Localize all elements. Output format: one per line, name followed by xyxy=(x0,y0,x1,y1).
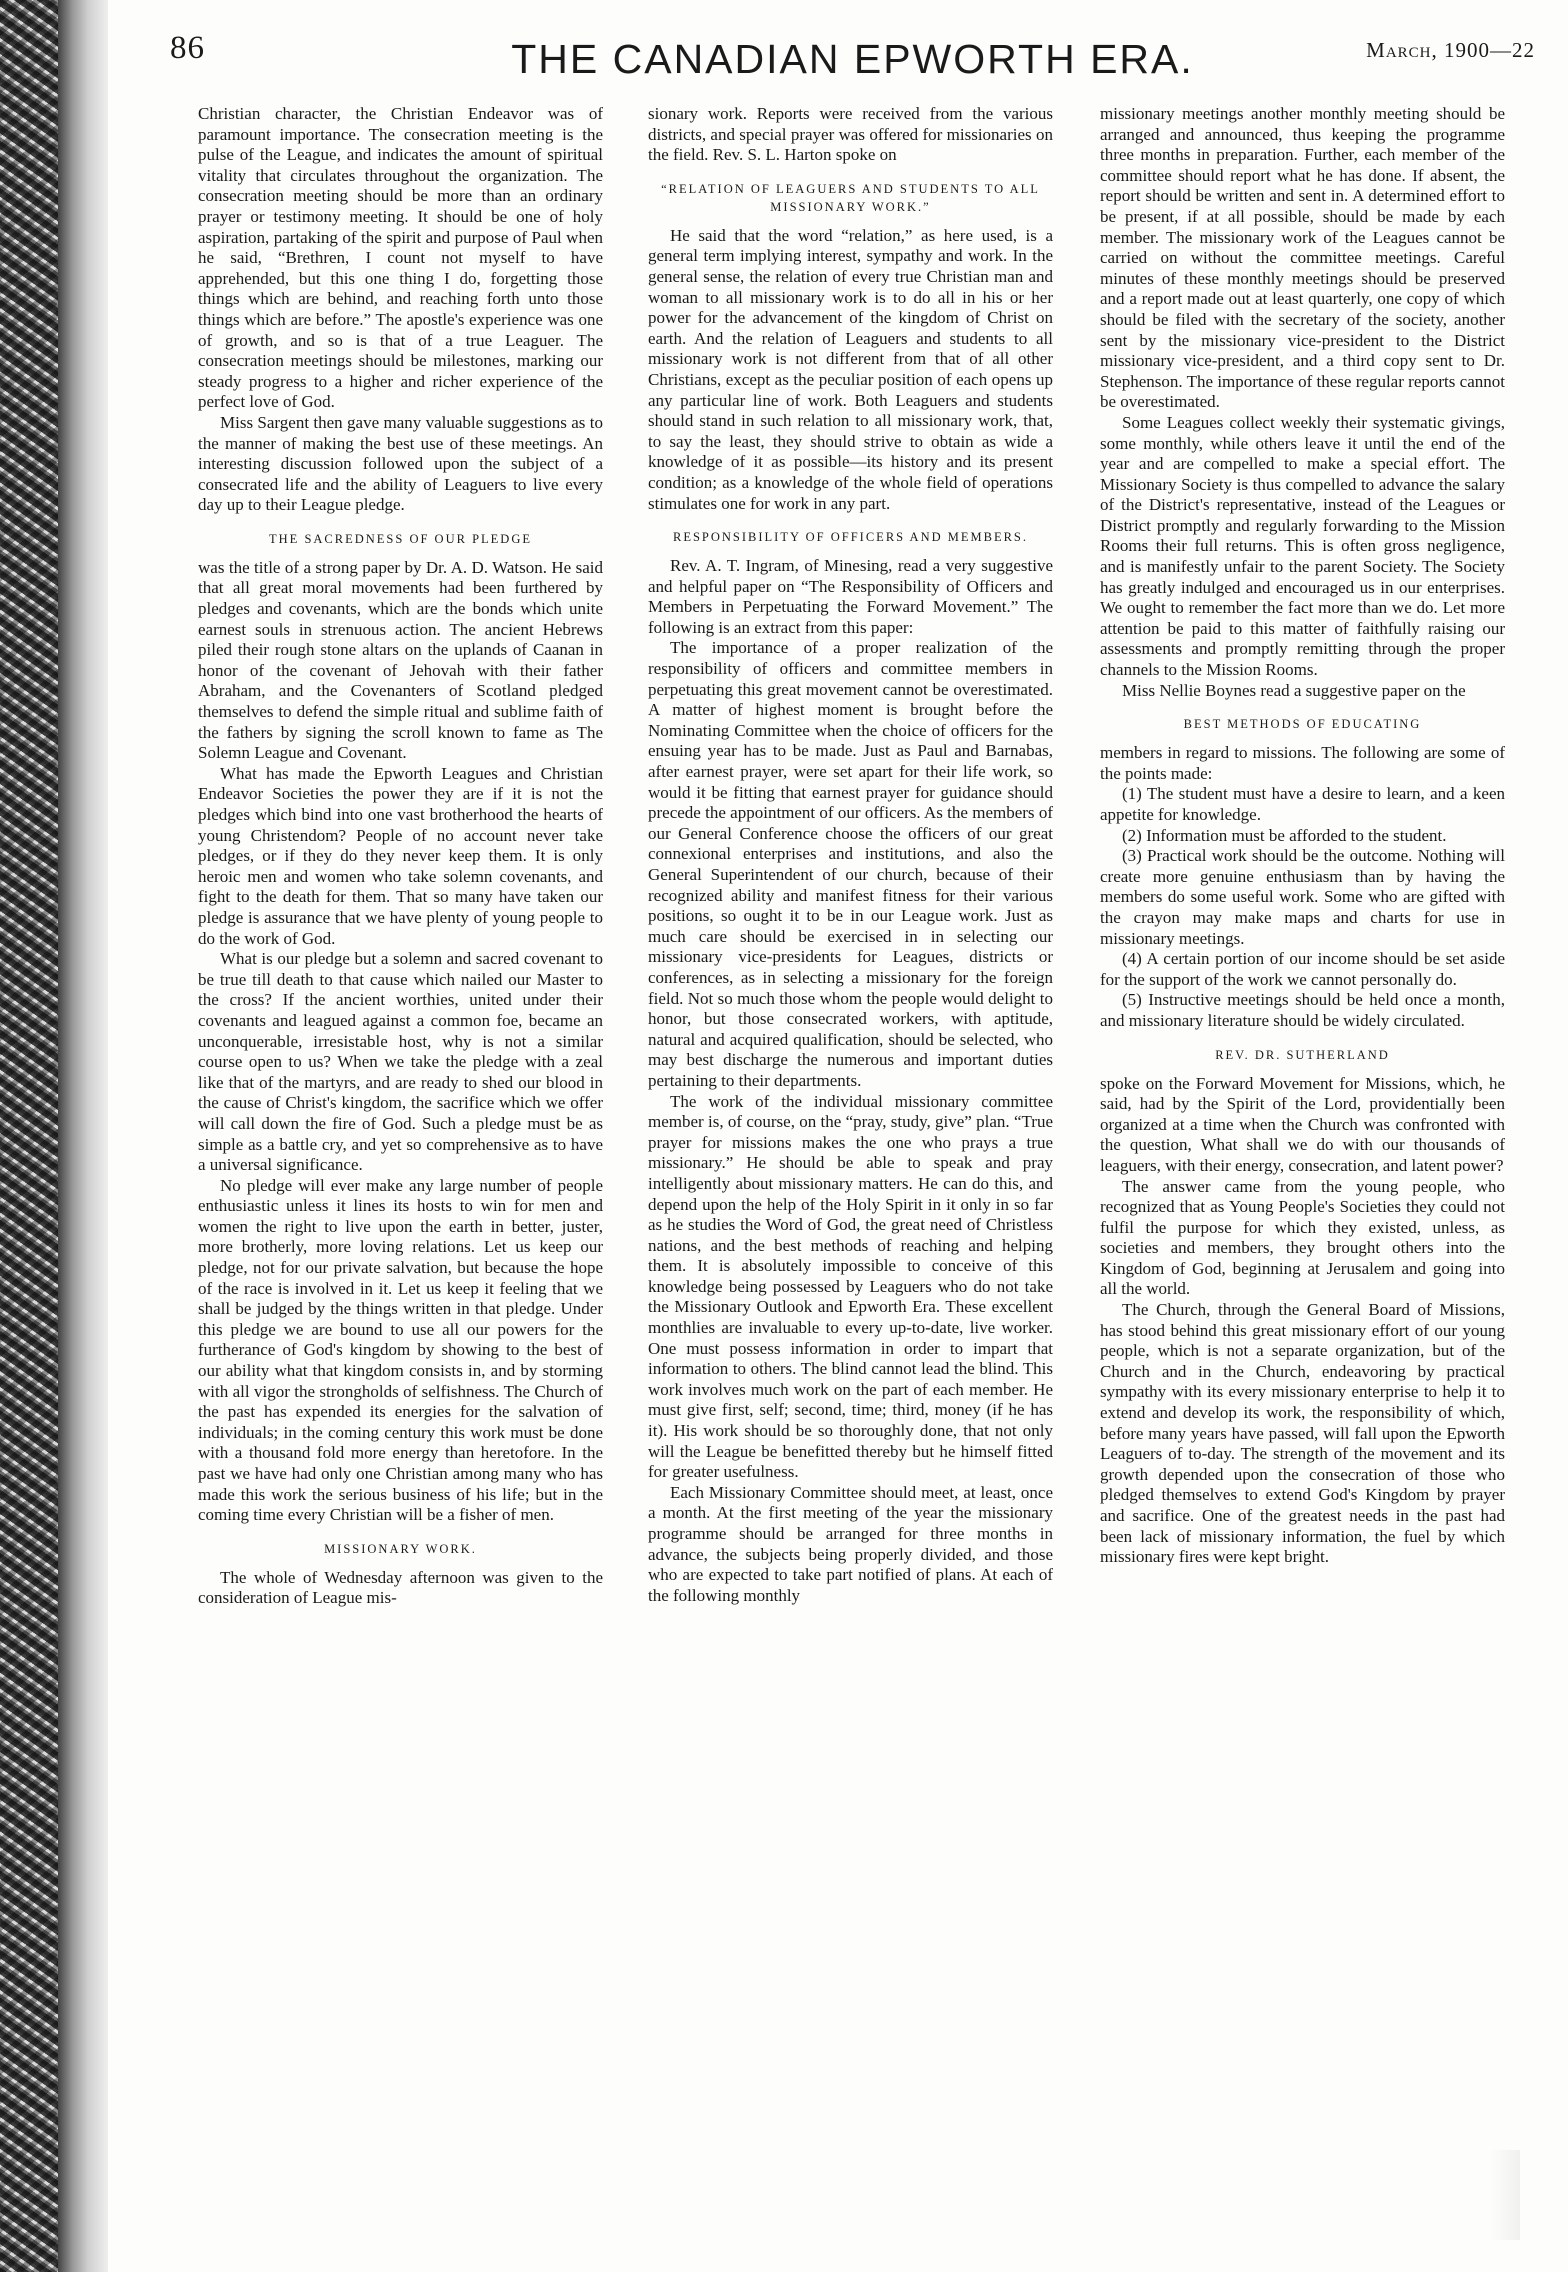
paragraph: The Church, through the General Board of Missions, has stood behind this great missionary effort of our young people, which is not a separate organization, but of the Church and in the Church, endeavoring by practical sympathy with its every missionary enterprise to help it to extend and develop its work, the responsibility of which, before many years have passed, will fall upon the Epworth Leaguers of to-day. The strength of the movement and its growth depended upon the consecration of those who pledged themselves to extend God's Kingdom by prayer and sacrifice. One of the greatest needs in the past had been lack of missionary information, the fuel by which missionary fires were kept bright. xyxy=(1100,1300,1505,1567)
column-1 xyxy=(198,104,603,2254)
paragraph: Christian character, the Christian Endeavor was of paramount importance. The consecration meeting is the pulse of the League, and indicates the amount of spiritual vitality that circulates throughout the organization. The consecration meeting should be more than an ordinary prayer or testimony meeting. It should be one of holy aspiration, partaking of the spirit and purpose of Paul when he said, “Brethren, I count not myself to have apprehended, but this one thing I do, forgetting those things which are behind, and reaching forth unto those things which are before.” The apostle's experience was one of growth, and so is that of a true Leaguer. The consecration meetings should be milestones, marking our steady progress to a higher and richer experience of the perfect love of God. xyxy=(198,104,603,412)
list-item: (1) The student must have a desire to learn, and a keen appetite for knowledge. xyxy=(1100,784,1505,824)
section-heading-sutherland: REV. DR. SUTHERLAND xyxy=(1215,1047,1390,1062)
list-item: (4) A certain portion of our income should be set aside for the support of the work we cannot personally do. xyxy=(1100,949,1505,989)
paragraph: What is our pledge but a solemn and sacred covenant to be true till death to that cause which nailed our Master to the cross? If the ancient worthies, united under their covenants and leagued against a common foe, became an unconquerable, irresistable host, why is not a similar course open to us? When we take the pledge with a zeal like that of the martyrs, and are ready to shed our blood in the cause of Christ's kingdom, the sacrifice which we offer will call down the fire of God. Such a pledge must be as simple as a battle cry, and yet so comprehensive as to have a universal significance. xyxy=(198,949,603,1175)
page-curl-shadow xyxy=(1490,2150,1520,2240)
list-item: (3) Practical work should be the outcome. Nothing will create more genuine enthusiasm than by having the members do some useful work. Some who are gifted with the crayon may make maps and charts for use in missionary meetings. xyxy=(1100,846,1505,948)
paragraph: The importance of a proper realization of the responsibility of officers and committee members in perpetuating this great movement cannot be overestimated. A matter of highest moment is brought before the Nominating Committee when the choice of officers for the ensuing year has to be made. Just as Paul and Barnabas, after earnest prayer, were set apart for their life work, so would it be fitting that earnest prayer for guidance should precede the appointment of our officers. As the members of our General Conference choose the officers of our great connexional enterprises and institutions, and also the General Superintendent of our church, because of their recognized ability and manifest fitness for their various positions, so ought it to be in our League work. Just as much care should be exercised in in selecting our missionary vice-presidents for Leagues, districts or conferences, as in selecting a missionary for the foreign field. Not so much those whom the people would delight to honor, but those consecrated workers, with aptitude, natural and acquired qualification, should be selected, who may best discharge the numerous and important duties pertaining to their departments. xyxy=(648,638,1053,1090)
paragraph: sionary work. Reports were received from the various districts, and special prayer was offered for missionaries on the field. Rev. S. L. Harton spoke on xyxy=(648,104,1053,165)
section-heading-responsibility: RESPONSIBILITY OF OFFICERS AND MEMBERS. xyxy=(672,530,1029,545)
issue-date: March, 1900—22 xyxy=(1366,38,1535,62)
paragraph: What has made the Epworth Leagues and Christian Endeavor Societies the power they are if it is not the pledges which bind into one vast brotherhood the hearts of young Christendom? People of no account never take pledges, or if they do they never keep them. It is only heroic men and women who take solemn covenants, and fight to the death for them. That so many have taken our pledge is assurance that we have plenty of young people to do the work of God. xyxy=(198,763,603,948)
paragraph: spoke on the Forward Movement for Missions, which, he said, had by the Spirit of the Lord, providentially been organized at a time when the Church was confronted with the question, What shall we do with our thousands of leaguers, with their energy, consecration, and latent power? xyxy=(1100,1073,1505,1175)
paragraph: No pledge will ever make any large number of people enthusiastic unless it lines its hosts to win for men and women the right to live upon the earth in better, juster, more brotherly, more loving relations. Let us keep our pledge, not for our private salvation, but because the hope of the race is involved in it. Let us keep it feeling that we shall be judged by the things written in that pledge. Under this pledge we are bound to use all our powers for the furtherance of God's kingdom by showing to the best of our ability what that kingdom consists in, and by storming with all vigor the strongholds of selfishness. The Church of the past has expended its energies for the salvation of individuals; in the coming century this work must be done with a thousand fold more energy than heretofore. In the past we have had only one Christian among many who has made this work the serious business of his life; but in the coming time every Christian will be a fisher of men. xyxy=(198,1175,603,1525)
paragraph: Each Missionary Committee should meet, at least, once a month. At the first meeting of the year the missionary programme should be arranged for three months in advance, the subjects being properly divided, and those who are expected to take part notified of plans. At each of the following monthly xyxy=(648,1482,1053,1605)
section-heading-missionary-work: MISSIONARY WORK. xyxy=(324,1541,477,1556)
paragraph: The whole of Wednesday afternoon was given to the consideration of League mis- xyxy=(198,1567,603,1608)
paragraph: He said that the word “relation,” as here used, is a general term implying interest, sympathy and work. In the general sense, the relation of every true Christian man and woman to all missionary work is to do all in his or her power for the advancement of the kingdom of Christ on earth. And the relation of Leaguers and students to all missionary work is not different from that of all other Christians, except as the peculiar position of each opens up any particular line of work. Both Leaguers and students should stand in such relation to all missionary work, that, to say the least, they should strive to obtain as wide a knowledge of it as possible—its history and its present condition; as a knowledge of the whole field of operations stimulates one for work in any part. xyxy=(648,225,1053,513)
page-number: 86 xyxy=(170,30,205,66)
paragraph: missionary meetings another monthly meeting should be arranged and announced, thus keeping the programme three months in preparation. Further, each member of the committee should report what he has done. If absent, the report should be written and sent in. A determined effort to be present, if at all possible, should be made by each member. The missionary work of the Leagues cannot be carried on without the committee meetings. Careful minutes of these monthly meetings should be preserved and a report made out at least quarterly, one copy of which should be filed with the secretary of the society, another sent by the missionary vice-president to the District missionary vice-president, and a third copy sent to Dr. Stephenson. The importance of these regular reports cannot be overestimated. xyxy=(1100,104,1505,412)
section-heading-relation: “RELATION OF LEAGUERS AND STUDENTS TO ALL MISSIONARY WORK.” xyxy=(661,181,1040,214)
paragraph: Miss Nellie Boynes read a suggestive paper on the xyxy=(1122,680,1466,700)
paragraph: was the title of a strong paper by Dr. A. D. Watson. He said that all great moral movements had been furthered by pledges and covenants, which are the bonds which unite earnest souls in strenuous action. The ancient Hebrews piled their rough stone altars on the uplands of Caanan in honor of the covenant of Jehovah with their father Abraham, and the Covenanters of Scotland pledged themselves to defend the simple ritual and sublime faith of the fathers by signing the scroll known to fame as The Solemn League and Covenant. xyxy=(198,557,603,763)
journal-title: THE CANADIAN EPWORTH ERA. xyxy=(511,36,1194,82)
section-heading-pledge: THE SACREDNESS OF OUR PLEDGE xyxy=(269,531,532,546)
binding-edge xyxy=(58,0,108,2272)
list-item: (2) Information must be afforded to the student. xyxy=(1122,825,1447,845)
list-item: (5) Instructive meetings should be held once a month, and missionary literature should be widely circulated. xyxy=(1100,990,1505,1030)
page-header xyxy=(170,22,1535,102)
column-3 xyxy=(1100,104,1505,2254)
paragraph: The work of the individual missionary committee member is, of course, on the “pray, study, give” plan. “True prayer for missions makes the one who prays a true missionary.” He should be able to speak and pray intelligently about missionary matters. He can do this, and depend upon the help of the Holy Spirit in it only in so far as he studies the Word of God, the great need of Christless nations, and the best methods of reaching and helping them. It is absolutely impossible to conceive of this knowledge being possessed by Leaguers who do not take the Missionary Outlook and Epworth Era. These excellent monthlies are invaluable to every up-to-date, live worker. One must possess information in order to impart that information to others. The blind cannot lead the blind. This work involves much work on the part of each member. He must give first, self; second, time; third, money (if he has it). His work should be so thoroughly done, that not only will the League be benefitted thereby but he himself fitted for greater usefulness. xyxy=(648,1091,1053,1482)
paragraph: members in regard to missions. The following are some of the points made: xyxy=(1100,743,1505,783)
paragraph: Some Leagues collect weekly their systematic givings, some monthly, while others leave it until the end of the year and are compelled to make a special effort. The Missionary Society is thus compelled to advance the salary of the District's representative, instead of the Leagues or District promptly and regularly forwarding to the Mission Rooms their full returns. This is often gross negligence, and is manifestly unfair to the parent Society. The Society has greatly indulged and encouraged us in our enterprises. We ought to remember the fact more than we do. Let more attention be paid to this matter of faithfully raising our assessments and promptly remitting through the proper channels to the Mission Rooms. xyxy=(1100,412,1505,680)
paragraph: The answer came from the young people, who recognized that as Young People's Societies they could not fulfil the purpose for which they existed, unless, as societies and members, they brought others into the Kingdom of God, beginning at Jerusalem and going into all the world. xyxy=(1100,1176,1505,1299)
paragraph: Miss Sargent then gave many valuable suggestions as to the manner of making the best use of these meetings. An interesting discussion followed upon the subject of a consecrated life and the ability of Leaguers to live every day up to their League pledge. xyxy=(198,412,603,515)
column-2 xyxy=(648,104,1053,2254)
section-heading-best-methods: BEST METHODS OF EDUCATING xyxy=(1183,717,1422,732)
paragraph: Rev. A. T. Ingram, of Minesing, read a very suggestive and helpful paper on “The Responsibility of Officers and Members in Perpetuating the Forward Movement.” The following is an extract from this paper: xyxy=(648,556,1053,637)
